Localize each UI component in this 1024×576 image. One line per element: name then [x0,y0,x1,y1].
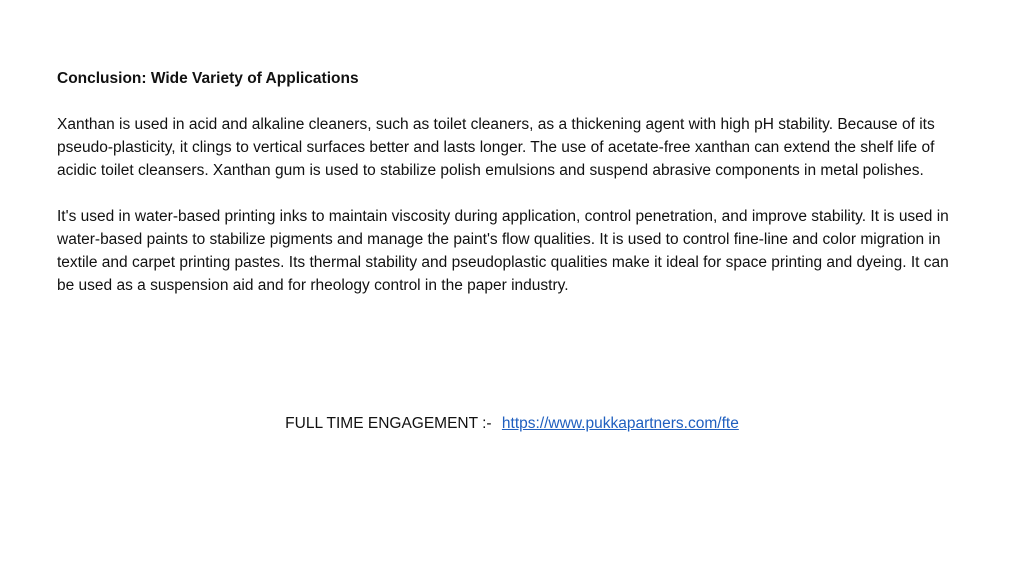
paragraph-printing: It's used in water-based printing inks to maintain viscosity during application, control penetration, and improve stability. It is used in water-based paints to stabilize pigments and manage the paint's flow qualities. It is used to control fine-line and color migration in textile and carpet printing pastes. Its thermal stability and pseudoplastic qualities make it ideal for space printing and dyeing. It can be used as a suspension aid and for rheology control in the paper industry. [57,208,949,294]
engagement-link[interactable]: https://www.pukkapartners.com/fte [501,415,739,432]
section-heading: Conclusion: Wide Variety of Applications [57,70,359,87]
engagement-label: FULL TIME ENGAGEMENT :- [285,415,492,432]
paragraph-cleaners: Xanthan is used in acid and alkaline cleaners, such as toilet cleaners, as a thickening agent with high pH stability. Because of its pseudo-plasticity, it clings to vertical surfaces better and lasts longer. The use of acetate-free xanthan can extend the shelf life of acidic toilet cleansers. Xanthan gum is used to stabilize polish emulsions and suspend abrasive components in metal polishes. [57,116,935,179]
footer [0,412,1024,435]
content-area [57,67,967,320]
